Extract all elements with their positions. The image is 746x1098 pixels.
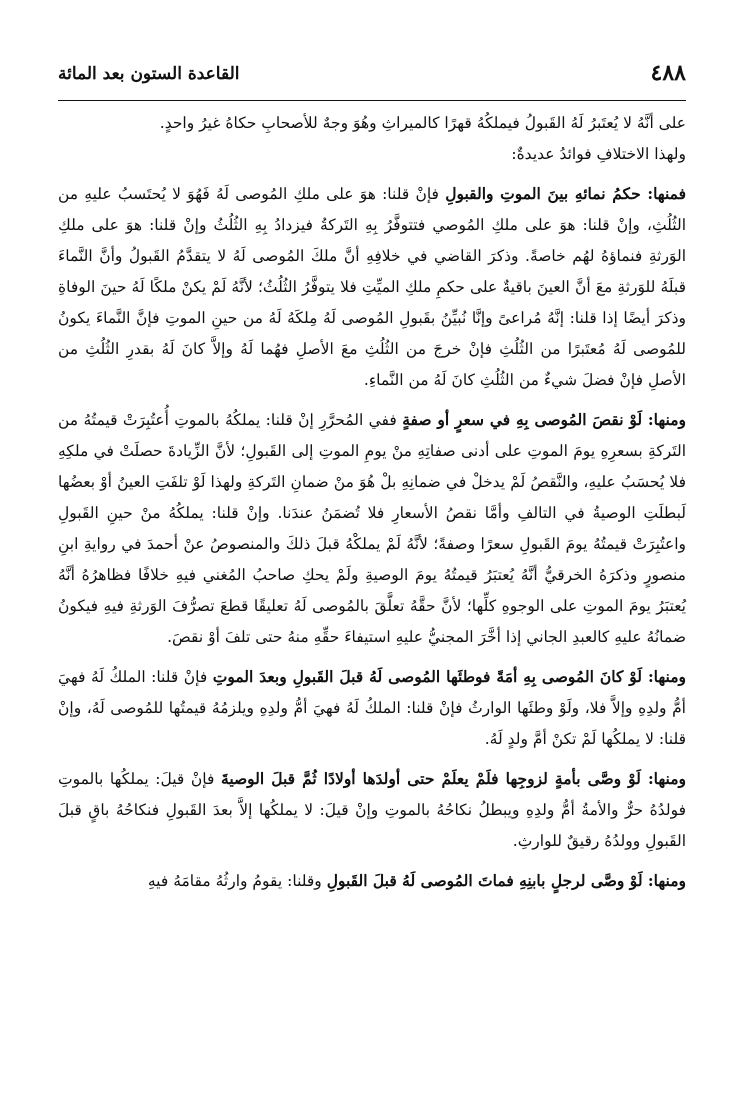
rule-paragraph (58, 763, 686, 857)
rule-paragraph (58, 661, 686, 755)
rule-paragraph (58, 404, 686, 653)
page-header (58, 58, 686, 101)
page-number: ٤٨٨ (650, 60, 686, 86)
rule-text: فإنْ قيلَ: يملكُها بالموتِ فولدُهُ حرٌّ والأمةُ أمُّ ولدِهِ ويبطلُ نكاحُهُ بالموتِ وإنْ قيلَ: لا يملكُها إلاَّ بعدَ القَبولِ فنكاحُهُ باقٍ قبلَ القَبولِ وولدُهُ رقيقٌ للوارثِ. (58, 770, 686, 850)
rule-paragraph (58, 865, 686, 897)
rule-heading: ومنها: لَوْ كانَ المُوصى بِهِ أمَةً فوطئَها المُوصى لَهُ قبلَ القَبولِ وبعدَ الموتِ (212, 667, 686, 686)
page-body (58, 108, 686, 897)
rule-paragraph (58, 178, 686, 396)
rule-heading: ومنها: لَوْ نقصَ المُوصى بِهِ في سعرٍ أو صفةٍ (402, 410, 686, 429)
rule-text: وقلنا: يقومُ وارثُهُ مقامَهُ فيهِ (147, 872, 322, 890)
running-title: القاعدة الستون بعد المائة (58, 64, 240, 84)
rule-heading: ومنها: لَوْ وصَّى بأمةٍ لزوجِها فلَمْ يعلَمْ حتى أولدَها أولادًا ثُمَّ قبلَ الوصيةَ (221, 769, 686, 788)
rule-text: ففي المُحرَّرِ إنْ قلنا: يملكُهُ بالموتِ أُعتُبِرَتْ قيمتُهُ من التَركةِ بسعرِهِ يومَ الموتِ على أدنى صفاتِهِ منْ يومِ الموتِ إلى القَبولِ؛ لأنَّ الزِّيادةَ حصلَتْ في ملكِهِ فلا يُحسَبُ عليهِ، والنَّقصُ لَمْ يدخلْ في ضمانِهِ بلْ هُوَ منْ ضمانِ التَركةِ ولهذا لَوْ تلفَتِ العينُ أوْ بعضُها لَبطلَتِ الوصيةُ في التالفِ وأمَّا نقصُ الأسعارِ فلا تُضمَنُ عندَنا. وإنْ قلنا: يملكُهُ منْ حينِ القَبولِ واعتُبِرَتْ قيمتُهُ يومَ القَبولِ سعرًا وصفةً؛ لأنَّهُ لَمْ يملكْهُ قبلَ ذلكَ والمنصوصُ عنْ أحمدَ في روايةِ ابنِ منصورٍ وذكرَهُ الخرقيُّ أنَّهُ يُعتبَرُ قيمتُهُ يومَ الوصيةِ ولَمْ يحكِ صاحبُ المُغني فيهِ خلافًا فظاهرُهُ أنَّهُ يُعتبَرُ يومَ الموتِ على الوجوهِ كلِّها؛ لأنَّ حقَّهُ تعلَّقَ بالمُوصى لَهُ تعليقًا قطعَ تصرُّفَ الوَرثةِ فيهِ فيكونُ ضمانُهُ عليهِ كالعبدِ الجاني إذا أخَّرَ المجنيُّ عليهِ استيفاءَ حقِّهِ منهُ حتى تلفَ أوْ نقصَ. (58, 411, 686, 646)
intro-paragraph: على أنَّهُ لا يُعتَبرُ لَهُ القَبولُ فيملكُهُ قهرًا كالميراثِ وهُوَ وجهٌ للأصحابِ حكاهُ غيرُ واحدٍ. (159, 114, 686, 132)
rule-text: فإنْ قلنا: هوَ على ملكِ المُوصى لَهُ فَهُوَ لا يُحتَسبُ عليهِ من الثُلُثِ، وإنْ قلنا: هوَ على ملكِ المُوصي فتتوفَّرُ بِهِ التَركةُ فيزدادُ بِهِ الثُلُثُ وإنْ قلنا: هوَ على ملكِ الوَرثةِ فنماؤهُ لهُم خاصةً. وذكرَ القاضي في خلافِهِ أنَّ ملكَ المُوصى لَهُ لا يتقدَّمُ القَبولُ وأنَّ النَّماءَ قبلَهُ للوَرثةِ معَ أنَّ العينَ باقيةٌ على حكمِ ملكِ الميِّتِ فلا يتوفَّرُ الثُلُثُ؛ لأنَّهُ لَمْ يكنْ ملكًا لَهُ حينَ الوفاةِ وذكرَ أيضًا إذا قلنا: إنَّهُ مُراعىً وإنَّا نُبيِّنُ بقَبولِ المُوصى لَهُ مِلكَهُ لَهُ من حينِ الموتِ فإنَّ النَّماءَ يكونُ للمُوصى لَهُ مُعتَبرًا من الثُلُثِ فإنْ خرجَ من الثُلُثِ معَ الأصلِ فهُما لَهُ وإلاَّ كانَ لَهُ بقدرِ الثُلُثِ من الأصلِ فإنْ فضلَ شيءٌ من الثُلُثِ كانَ لَهُ من النَّماءِ. (58, 185, 686, 389)
intro-lead: ولهذا الاختلافِ فوائدُ عديدةٌ: (511, 145, 686, 163)
rule-heading: فمنها: حكمُ نمائهِ بينَ الموتِ والقبولِ (445, 184, 686, 203)
rule-text: فإنْ قلنا: الملكُ لَهُ فهيَ أمُّ ولدِهِ وإلاَّ فلا، ولَوْ وطئَها الوارثُ فإنْ قلنا: الملكُ لَهُ فهيَ أمُّ ولدِهِ ويلزمُهُ قيمتُها للمُوصى لَهُ، وإنْ قلنا: لا يملكُها لَمْ تكنْ أمَّ ولدٍ لَهُ. (58, 668, 686, 748)
rule-heading: ومنها: لَوْ وصَّى لرجلٍ بابنِهِ فماتَ المُوصى لَهُ قبلَ القَبولِ (326, 871, 686, 890)
